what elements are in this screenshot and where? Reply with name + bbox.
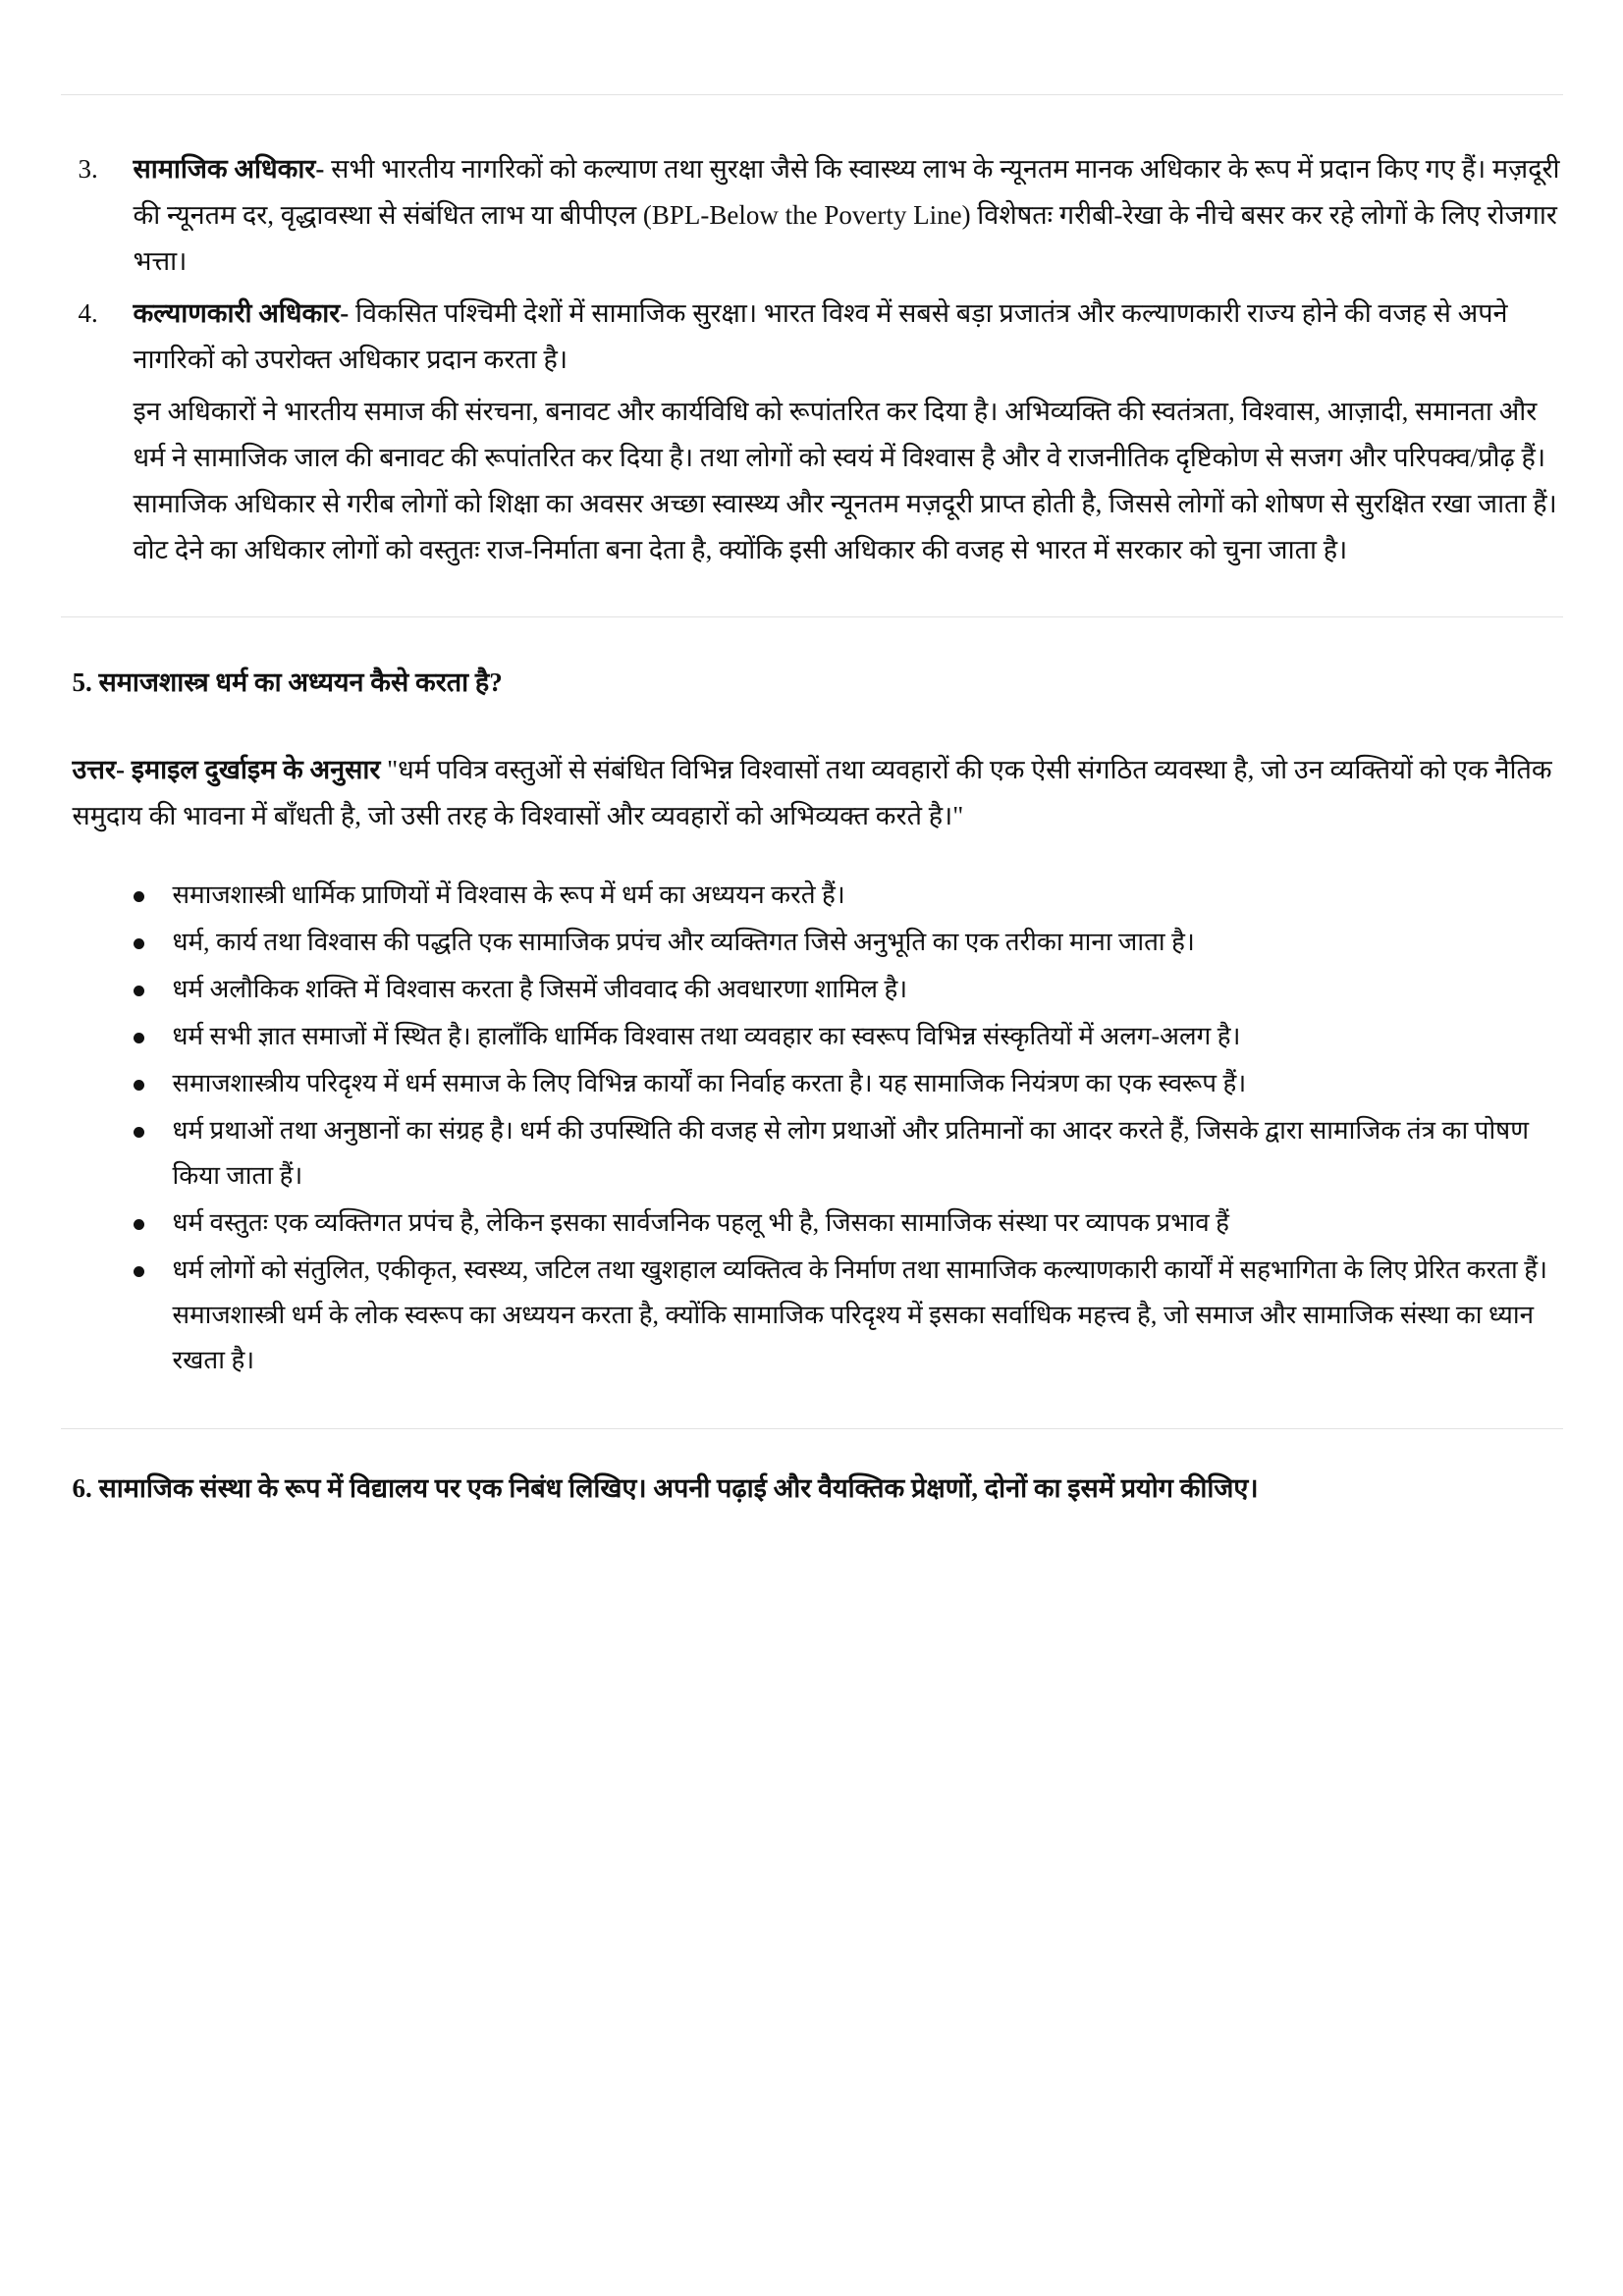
answer-text: "धर्म पवित्र वस्तुओं से संबंधित विभिन्न विश्वासों तथा व्यवहारों की एक ऐसी संगठित व्यवस्था है, जो उन व्यक्तियों को एक नैतिक समुदाय की भावना में बाँधती है, जो उसी तरह के विश्वासों और व्यवहारों को अभिव्यक्त करते है।"	[72, 755, 1552, 830]
bullet-dot-icon	[134, 1219, 144, 1230]
list-item	[120, 967, 1563, 1012]
bullet-text: धर्म प्रथाओं तथा अनुष्ठानों का संग्रह है। धर्म की उपस्थिति की वजह से लोग प्रथाओं और प्रतिमानों का आदर करते हैं, जिसके द्वारा सामाजिक तंत्र का पोषण किया जाता हैं।	[172, 1116, 1530, 1190]
list-item-4-text: विकसित पश्चिमी देशों में सामाजिक सुरक्षा। भारत विश्व में सबसे बड़ा प्रजातंत्र और कल्याणकारी राज्य होने की वजह से अपने नागरिकों को उपरोक्त अधिकार प्रदान करता है।	[133, 298, 1508, 374]
bullet-dot-icon	[134, 1033, 144, 1043]
bullet-dot-icon	[134, 891, 144, 902]
list-item-3-body	[134, 146, 1563, 285]
section-divider-5	[61, 616, 1563, 617]
list-item-4-term: कल्याणकारी अधिकार-	[133, 298, 350, 328]
list-item	[120, 1014, 1563, 1059]
bullet-dot-icon	[134, 1127, 144, 1138]
numbered-list	[61, 146, 1563, 383]
list-item-4	[61, 291, 1563, 383]
list-item	[120, 920, 1563, 965]
list-item-3	[61, 146, 1563, 285]
list-item	[120, 1061, 1563, 1106]
list-item	[120, 1248, 1563, 1383]
section-divider-6	[61, 1428, 1563, 1429]
bullet-text: समाजशास्त्री धार्मिक प्राणियों में विश्वास के रूप में धर्म का अध्ययन करते हैं।	[172, 881, 845, 909]
top-divider	[61, 94, 1563, 95]
answer-label: उत्तर- इमाइल दुर्खाइम के अनुसार	[72, 755, 381, 784]
question-5-bullet-list	[61, 873, 1563, 1383]
list-item	[120, 1108, 1563, 1199]
list-item-4-body	[134, 291, 1563, 383]
list-item-3-term: सामाजिक अधिकार-	[133, 154, 325, 184]
question-5-heading: 5. समाजशास्त्र धर्म का अध्ययन कैसे करता है?	[72, 667, 503, 697]
closing-paragraph: समाजशास्त्री धर्म के लोक स्वरूप का अध्ययन करता है, क्योंकि सामाजिक परिदृश्य में इसका सर्वाधिक महत्त्व है, जो समाज और सामाजिक संस्था का ध्यान रखता है।	[172, 1301, 1535, 1374]
list-item-4-number: 4.	[78, 298, 98, 328]
bullet-text: धर्म अलौकिक शक्ति में विश्वास करता है जिसमें जीववाद की अवधारणा शामिल है।	[172, 975, 908, 1003]
bullet-dot-icon	[134, 1266, 144, 1277]
list-item	[120, 873, 1563, 918]
bullet-text: धर्म, कार्य तथा विश्वास की पद्धति एक सामाजिक प्रपंच और व्यक्तिगत जिसे अनुभूति का एक तरीका माना जाता है।	[172, 928, 1195, 956]
list-item	[120, 1201, 1563, 1246]
bullet-text: समाजशास्त्रीय परिदृश्य में धर्म समाज के लिए विभिन्न कार्यों का निर्वाह करता है। यह सामाजिक नियंत्रण का एक स्वरूप हैं।	[172, 1069, 1247, 1097]
list-item-3-text: सभी भारतीय नागरिकों को कल्याण तथा सुरक्षा जैसे कि स्वास्थ्य लाभ के न्यूनतम मानक अधिकार के रूप में प्रदान किए गए हैं। मज़दूरी की न्यूनतम दर, वृद्धावस्था से संबंधित लाभ या बीपीएल (BPL-Below the Poverty Line) विशेषतः गरीबी-रेखा के नीचे बसर कर रहे लोगों के लिए रोजगार भत्ता।	[133, 154, 1560, 276]
bullet-text: धर्म सभी ज्ञात समाजों में स्थित है। हालाँकि धार्मिक विश्वास तथा व्यवहार का स्वरूप विभिन्न संस्कृतियों में अलग-अलग है।	[172, 1022, 1241, 1050]
bullet-text: धर्म लोगों को संतुलित, एकीकृत, स्वस्थ्य, जटिल तथा खुशहाल व्यक्तित्व के निर्माण तथा सामाजिक कल्याणकारी कार्यों में सहभागिता के लिए प्रेरित करता हैं।	[172, 1255, 1547, 1284]
question-5-answer	[61, 747, 1563, 839]
list-item-3-number: 3.	[78, 154, 98, 184]
page-content	[61, 0, 1563, 1510]
bullet-dot-icon	[134, 1080, 144, 1091]
question-6-heading: 6. सामाजिक संस्था के रूप में विद्यालय पर एक निबंध लिखिए। अपनी पढ़ाई और वैयक्तिक प्रेक्षणों, दोनों का इसमें प्रयोग कीजिए।	[72, 1473, 1259, 1503]
bullet-dot-icon	[134, 938, 144, 949]
bullet-text: धर्म वस्तुतः एक व्यक्तिगत प्रपंच है, लेकिन इसका सार्वजनिक पहलू भी है, जिसका सामाजिक संस्था पर व्यापक प्रभाव हैं	[172, 1208, 1229, 1237]
bullet-dot-icon	[134, 986, 144, 996]
sub-paragraph-2: वोट देने का अधिकार लोगों को वस्तुतः राज-निर्माता बना देता है, क्योंकि इसी अधिकार की वजह से भारत में सरकार को चुना जाता है।	[133, 535, 1348, 564]
sub-paragraph-1: इन अधिकारों ने भारतीय समाज की संरचना, बनावट और कार्यविधि को रूपांतरित कर दिया है। अभिव्यक्ति की स्वतंत्रता, विश्वास, आज़ादी, समानता और धर्म ने सामाजिक जाल की बनावट की रूपांतरित कर दिया है। तथा लोगों को स्वयं में विश्वास है और वे राजनीतिक दृष्टिकोण से सजग और परिपक्व/प्रौढ़ हैं। सामाजिक अधिकार से गरीब लोगों को शिक्षा का अवसर अच्छा स्वास्थ्य और न्यूनतम मज़दूरी प्राप्त होती है, जिससे लोगों को शोषण से सुरक्षित रखा जाता हैं।	[133, 397, 1557, 518]
